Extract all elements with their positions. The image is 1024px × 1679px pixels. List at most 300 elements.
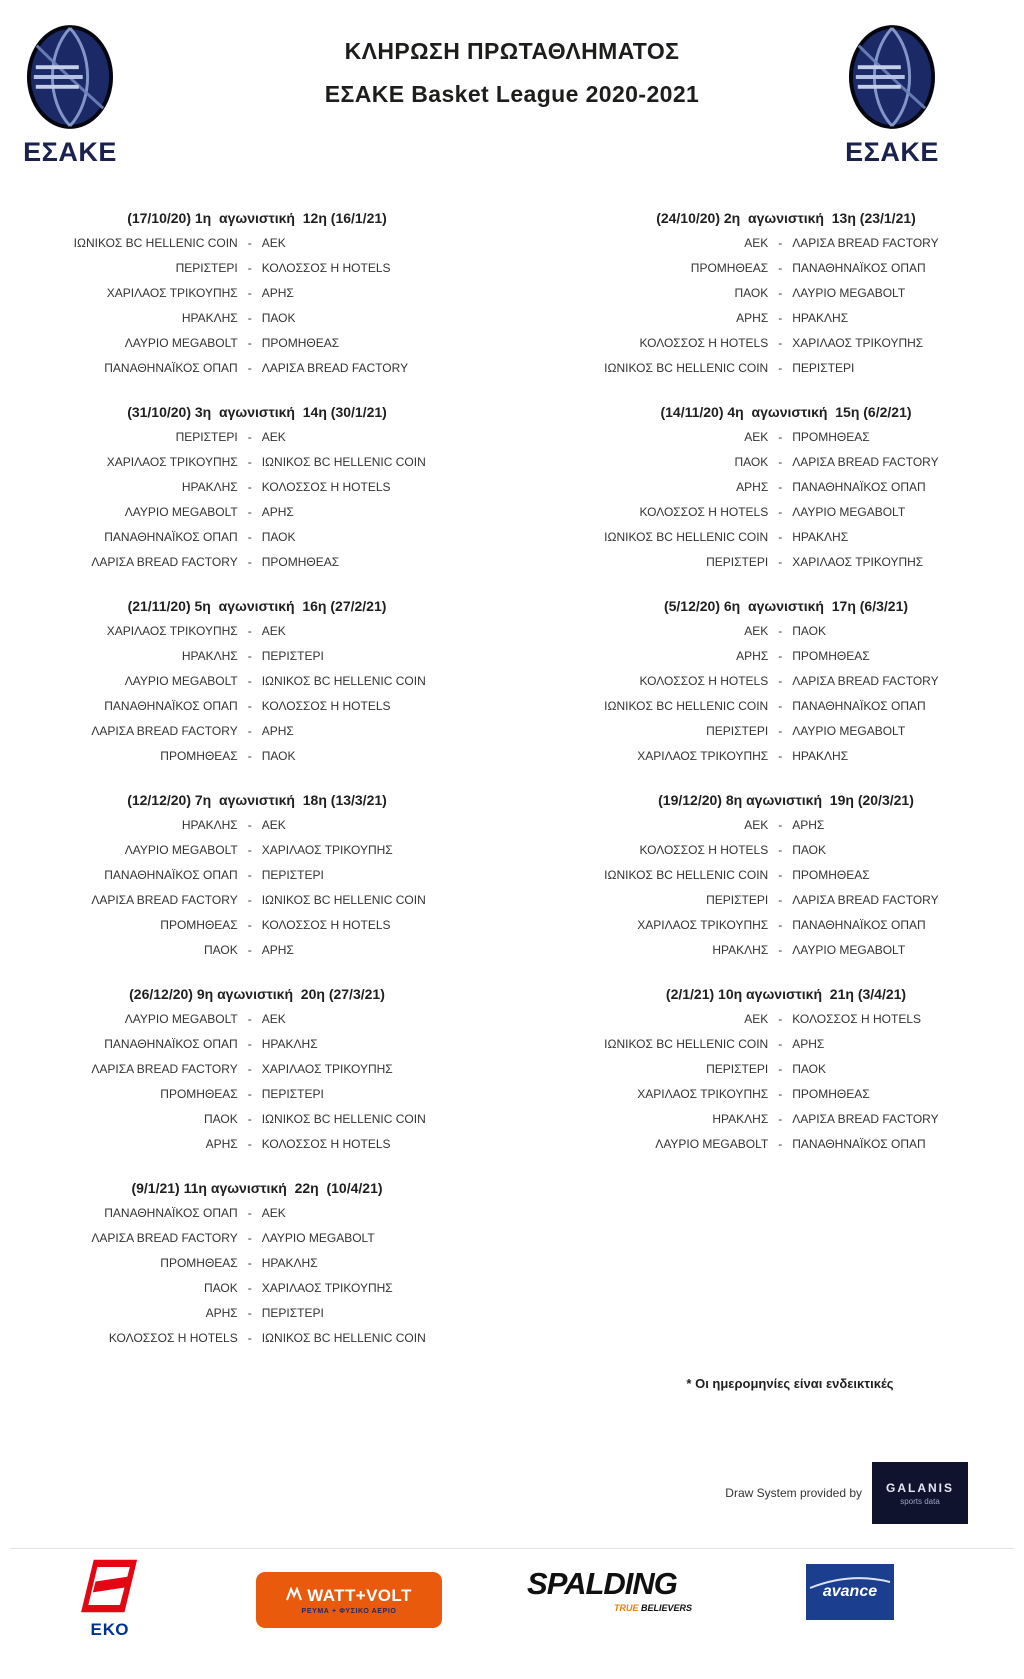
match-separator: - — [778, 336, 783, 350]
away-team: ΠΡΟΜΗΘΕΑΣ — [792, 1087, 870, 1101]
away-team: ΛΑΡΙΣΑ BREAD FACTORY — [792, 455, 939, 469]
home-team: ΑΕΚ — [744, 1012, 769, 1026]
home-team: ΑΕΚ — [744, 818, 769, 832]
match-list — [564, 1007, 1008, 1157]
home-team: ΛΑΡΙΣΑ BREAD FACTORY — [91, 724, 238, 738]
home-team: ΚΟΛΟΣΣΟΣ H HOTELS — [108, 1331, 238, 1345]
away-team: ΑΡΗΣ — [261, 943, 294, 957]
home-team: ΛΑΥΡΙΟ MEGABOLT — [124, 674, 238, 688]
away-team: ΚΟΛΟΣΣΟΣ H HOTELS — [261, 480, 391, 494]
fixtures-column-left — [16, 206, 498, 1370]
home-team: ΠΕΡΙΣΤΕΡΙ — [175, 430, 238, 444]
match-row — [564, 1082, 1008, 1107]
away-team: ΠΡΟΜΗΘΕΑΣ — [792, 868, 870, 882]
away-team: ΑΡΗΣ — [261, 505, 294, 519]
away-team: ΛΑΥΡΙΟ MEGABOLT — [261, 1231, 375, 1245]
match-separator: - — [778, 674, 783, 688]
match-row — [564, 694, 1008, 719]
match-row — [564, 281, 1008, 306]
round-block — [16, 982, 498, 1157]
page-title — [150, 36, 874, 109]
away-team: ΚΟΛΟΣΣΟΣ H HOTELS — [792, 1012, 922, 1026]
match-separator: - — [247, 555, 252, 569]
round-header: (9/1/21) 11η αγωνιστική 22η (10/4/21) — [131, 1180, 383, 1196]
wattvolt-logo — [256, 1572, 442, 1628]
home-team: ΚΟΛΟΣΣΟΣ H HOTELS — [639, 505, 769, 519]
avance-logo-text: avance — [822, 1583, 878, 1600]
home-team: ΙΩΝΙΚΟΣ BC HELLENIC COIN — [604, 1037, 769, 1051]
away-team: ΠΑΟΚ — [261, 530, 296, 544]
home-team: ΛΑΥΡΙΟ MEGABOLT — [124, 505, 238, 519]
match-separator: - — [778, 530, 783, 544]
match-row — [16, 863, 498, 888]
home-team: ΗΡΑΚΛΗΣ — [181, 649, 238, 663]
match-row — [16, 1107, 498, 1132]
home-team: ΠΑΟΚ — [203, 943, 238, 957]
match-separator: - — [778, 699, 783, 713]
away-team: ΑΕΚ — [261, 236, 286, 250]
fixtures-grid — [16, 206, 1008, 1370]
away-team: ΠΑΝΑΘΗΝΑΪΚΟΣ ΟΠΑΠ — [792, 1137, 926, 1151]
round-header: (17/10/20) 1η αγωνιστική 12η (16/1/21) — [127, 210, 387, 226]
away-team: ΧΑΡΙΛΑΟΣ ΤΡΙΚΟΥΠΗΣ — [261, 1281, 393, 1295]
away-team: ΚΟΛΟΣΣΟΣ H HOTELS — [261, 1137, 391, 1151]
away-team: ΑΡΗΣ — [261, 286, 294, 300]
home-team: ΠΑΝΑΘΗΝΑΪΚΟΣ ΟΠΑΠ — [104, 868, 238, 882]
match-separator: - — [247, 649, 252, 663]
match-row — [564, 306, 1008, 331]
match-separator: - — [247, 286, 252, 300]
match-row — [564, 938, 1008, 963]
away-team: ΑΡΗΣ — [261, 724, 294, 738]
away-team: ΛΑΡΙΣΑ BREAD FACTORY — [792, 1112, 939, 1126]
match-separator: - — [247, 893, 252, 907]
match-row — [564, 744, 1008, 769]
away-team: ΙΩΝΙΚΟΣ BC HELLENIC COIN — [261, 674, 426, 688]
away-team: ΑΕΚ — [261, 1012, 286, 1026]
match-separator: - — [247, 1231, 252, 1245]
match-row — [16, 744, 498, 769]
round-block — [16, 594, 498, 769]
away-team: ΠΕΡΙΣΤΕΡΙ — [261, 868, 324, 882]
match-row — [564, 1132, 1008, 1157]
home-team: ΧΑΡΙΛΑΟΣ ΤΡΙΚΟΥΠΗΣ — [637, 749, 769, 763]
home-team: ΧΑΡΙΛΑΟΣ ΤΡΙΚΟΥΠΗΣ — [106, 286, 238, 300]
away-team: ΙΩΝΙΚΟΣ BC HELLENIC COIN — [261, 893, 426, 907]
home-team: ΗΡΑΚΛΗΣ — [181, 480, 238, 494]
match-separator: - — [247, 624, 252, 638]
match-list — [16, 1007, 498, 1157]
match-row — [564, 331, 1008, 356]
match-separator: - — [247, 1331, 252, 1345]
home-team: ΠΑΟΚ — [734, 455, 769, 469]
match-row — [564, 619, 1008, 644]
match-row — [564, 475, 1008, 500]
away-team: ΗΡΑΚΛΗΣ — [261, 1037, 318, 1051]
galanis-logo-name: GALANIS — [886, 1480, 954, 1495]
home-team: ΠΕΡΙΣΤΕΡΙ — [706, 1062, 769, 1076]
match-separator: - — [778, 430, 783, 444]
match-row — [564, 863, 1008, 888]
match-list — [16, 813, 498, 963]
match-row — [16, 356, 498, 381]
match-row — [16, 888, 498, 913]
match-row — [564, 669, 1008, 694]
match-separator: - — [247, 724, 252, 738]
match-separator: - — [778, 818, 783, 832]
away-team: ΛΑΥΡΙΟ MEGABOLT — [792, 943, 906, 957]
match-list — [16, 425, 498, 575]
home-team: ΗΡΑΚΛΗΣ — [181, 311, 238, 325]
match-separator: - — [778, 1112, 783, 1126]
home-team: ΧΑΡΙΛΑΟΣ ΤΡΙΚΟΥΠΗΣ — [106, 624, 238, 638]
match-list — [16, 619, 498, 769]
match-separator: - — [778, 1062, 783, 1076]
match-separator: - — [778, 649, 783, 663]
match-separator: - — [247, 1206, 252, 1220]
match-separator: - — [247, 1137, 252, 1151]
match-row — [16, 1276, 498, 1301]
match-row — [16, 450, 498, 475]
home-team: ΧΑΡΙΛΑΟΣ ΤΡΙΚΟΥΠΗΣ — [106, 455, 238, 469]
match-separator: - — [778, 555, 783, 569]
match-list — [564, 231, 1008, 381]
away-team: ΠΑΟΚ — [261, 749, 296, 763]
basketball-icon — [26, 117, 114, 134]
round-header: (5/12/20) 6η αγωνιστική 17η (6/3/21) — [663, 598, 909, 614]
match-row — [16, 669, 498, 694]
match-row — [564, 888, 1008, 913]
away-team: ΧΑΡΙΛΑΟΣ ΤΡΙΚΟΥΠΗΣ — [261, 843, 393, 857]
match-separator: - — [778, 236, 783, 250]
match-list — [564, 813, 1008, 963]
match-separator: - — [778, 361, 783, 375]
home-team: ΠΑΝΑΘΗΝΑΪΚΟΣ ΟΠΑΠ — [104, 361, 238, 375]
away-team: ΗΡΑΚΛΗΣ — [261, 1256, 318, 1270]
match-row — [564, 1057, 1008, 1082]
round-block — [16, 1176, 498, 1351]
home-team: ΧΑΡΙΛΑΟΣ ΤΡΙΚΟΥΠΗΣ — [637, 1087, 769, 1101]
eko-logo — [74, 1558, 146, 1640]
match-separator: - — [247, 530, 252, 544]
away-team: ΚΟΛΟΣΣΟΣ H HOTELS — [261, 918, 391, 932]
match-row — [16, 1032, 498, 1057]
home-team: ΠΕΡΙΣΤΕΡΙ — [706, 555, 769, 569]
match-row — [16, 475, 498, 500]
match-separator: - — [247, 1112, 252, 1126]
match-separator: - — [778, 868, 783, 882]
home-team: ΛΑΡΙΣΑ BREAD FACTORY — [91, 1062, 238, 1076]
away-team: ΙΩΝΙΚΟΣ BC HELLENIC COIN — [261, 1112, 426, 1126]
round-block — [564, 594, 1008, 769]
match-row — [564, 1032, 1008, 1057]
match-separator: - — [247, 430, 252, 444]
home-team: ΑΡΗΣ — [736, 649, 769, 663]
match-separator: - — [778, 893, 783, 907]
match-row — [564, 425, 1008, 450]
round-block — [16, 400, 498, 575]
match-separator: - — [247, 699, 252, 713]
match-separator: - — [247, 1256, 252, 1270]
home-team: ΛΑΥΡΙΟ MEGABOLT — [124, 843, 238, 857]
eko-logo-text: ΕΚΟ — [90, 1620, 130, 1639]
title-line-1: ΚΛΗΡΩΣΗ ΠΡΩΤΑΘΛΗΜΑΤΟΣ — [344, 38, 680, 64]
away-team: ΠΡΟΜΗΘΕΑΣ — [261, 336, 340, 350]
match-separator: - — [778, 286, 783, 300]
away-team: ΗΡΑΚΛΗΣ — [792, 530, 849, 544]
away-team: ΛΑΡΙΣΑ BREAD FACTORY — [792, 236, 939, 250]
home-team: ΛΑΡΙΣΑ BREAD FACTORY — [91, 1231, 238, 1245]
away-team: ΑΕΚ — [261, 624, 286, 638]
match-row — [16, 1057, 498, 1082]
home-team: ΠΑΟΚ — [734, 286, 769, 300]
match-row — [16, 1251, 498, 1276]
match-row — [16, 256, 498, 281]
match-separator: - — [247, 943, 252, 957]
round-header: (31/10/20) 3η αγωνιστική 14η (30/1/21) — [127, 404, 387, 420]
wattvolt-wordmark — [286, 1586, 412, 1606]
match-row — [564, 550, 1008, 575]
away-team: ΠΑΟΚ — [792, 843, 826, 857]
match-separator: - — [247, 1062, 252, 1076]
away-team: ΑΕΚ — [261, 1206, 286, 1220]
home-team: ΚΟΛΟΣΣΟΣ H HOTELS — [639, 674, 769, 688]
home-team: ΙΩΝΙΚΟΣ BC HELLENIC COIN — [73, 236, 238, 250]
spalding-logo-text: SPALDING — [527, 1566, 677, 1601]
fixtures-column-right — [526, 206, 1008, 1370]
away-team: ΛΑΥΡΙΟ MEGABOLT — [792, 724, 906, 738]
home-team: ΠΡΟΜΗΘΕΑΣ — [160, 918, 238, 932]
away-team: ΧΑΡΙΛΑΟΣ ΤΡΙΚΟΥΠΗΣ — [792, 336, 924, 350]
home-team: ΠΑΝΑΘΗΝΑΪΚΟΣ ΟΠΑΠ — [104, 699, 238, 713]
away-team: ΠΡΟΜΗΘΕΑΣ — [792, 649, 870, 663]
match-separator: - — [778, 1012, 783, 1026]
match-separator: - — [247, 674, 252, 688]
footer-divider — [10, 1548, 1014, 1549]
match-separator: - — [247, 843, 252, 857]
match-row — [16, 331, 498, 356]
wattvolt-logo-text: WATT+VOLT — [307, 1585, 412, 1605]
home-team: ΑΕΚ — [744, 430, 769, 444]
home-team: ΑΡΗΣ — [736, 311, 769, 325]
round-header: (24/10/20) 2η αγωνιστική 13η (23/1/21) — [656, 210, 916, 226]
spalding-tagline-true: TRUE — [613, 1603, 639, 1613]
wattvolt-bolt-icon — [286, 1586, 302, 1606]
avance-logo — [806, 1564, 894, 1620]
match-separator: - — [247, 918, 252, 932]
match-row — [16, 719, 498, 744]
match-list — [16, 1201, 498, 1351]
away-team: ΧΑΡΙΛΑΟΣ ΤΡΙΚΟΥΠΗΣ — [792, 555, 924, 569]
match-separator: - — [778, 1137, 783, 1151]
match-separator: - — [247, 505, 252, 519]
home-team: ΠΡΟΜΗΘΕΑΣ — [160, 1087, 238, 1101]
match-row — [16, 281, 498, 306]
away-team: ΚΟΛΟΣΣΟΣ H HOTELS — [261, 699, 391, 713]
match-row — [16, 813, 498, 838]
round-header: (21/11/20) 5η αγωνιστική 16η (27/2/21) — [127, 598, 387, 614]
match-row — [564, 719, 1008, 744]
esake-logo-text: ΕΣΑΚΕ — [845, 137, 939, 167]
spalding-logo — [512, 1566, 692, 1613]
match-separator: - — [778, 1037, 783, 1051]
match-separator: - — [778, 480, 783, 494]
round-header: (26/12/20) 9η αγωνιστική 20η (27/3/21) — [129, 986, 385, 1002]
match-row — [564, 1107, 1008, 1132]
away-team: ΗΡΑΚΛΗΣ — [792, 311, 849, 325]
home-team: ΛΑΥΡΙΟ MEGABOLT — [124, 1012, 238, 1026]
home-team: ΗΡΑΚΛΗΣ — [712, 943, 769, 957]
match-row — [16, 838, 498, 863]
home-team: ΗΡΑΚΛΗΣ — [181, 818, 238, 832]
home-team: ΠΑΟΚ — [203, 1281, 238, 1295]
away-team: ΛΑΡΙΣΑ BREAD FACTORY — [792, 674, 939, 688]
eko-emblem-icon — [81, 1601, 139, 1618]
match-row — [16, 425, 498, 450]
match-separator: - — [247, 236, 252, 250]
match-row — [16, 1082, 498, 1107]
match-separator: - — [247, 1012, 252, 1026]
match-separator: - — [778, 1087, 783, 1101]
match-separator: - — [247, 749, 252, 763]
match-row — [16, 694, 498, 719]
basketball-icon — [848, 117, 936, 134]
match-row — [564, 256, 1008, 281]
round-header: (12/12/20) 7η αγωνιστική 18η (13/3/21) — [127, 792, 387, 808]
match-row — [16, 913, 498, 938]
home-team: ΛΑΡΙΣΑ BREAD FACTORY — [91, 893, 238, 907]
round-block — [16, 788, 498, 963]
spalding-tagline-believers: BELIEVERS — [640, 1603, 692, 1613]
away-team: ΠΑΝΑΘΗΝΑΪΚΟΣ ΟΠΑΠ — [792, 480, 926, 494]
home-team: ΠΕΡΙΣΤΕΡΙ — [175, 261, 238, 275]
match-separator: - — [778, 624, 783, 638]
home-team: ΛΑΡΙΣΑ BREAD FACTORY — [91, 555, 238, 569]
away-team: ΠΑΟΚ — [261, 311, 296, 325]
home-team: ΠΑΝΑΘΗΝΑΪΚΟΣ ΟΠΑΠ — [104, 1037, 238, 1051]
home-team: ΑΕΚ — [744, 236, 769, 250]
match-row — [16, 1301, 498, 1326]
home-team: ΚΟΛΟΣΣΟΣ H HOTELS — [639, 336, 769, 350]
round-block — [564, 400, 1008, 575]
match-row — [16, 550, 498, 575]
home-team: ΛΑΥΡΙΟ MEGABOLT — [655, 1137, 769, 1151]
home-team: ΠΕΡΙΣΤΕΡΙ — [706, 724, 769, 738]
round-block — [564, 206, 1008, 381]
home-team: ΙΩΝΙΚΟΣ BC HELLENIC COIN — [604, 361, 769, 375]
round-block — [564, 982, 1008, 1157]
away-team: ΑΕΚ — [261, 818, 286, 832]
match-row — [16, 1132, 498, 1157]
round-header: (19/12/20) 8η αγωνιστική 19η (20/3/21) — [658, 792, 914, 808]
match-row — [16, 231, 498, 256]
match-row — [16, 1007, 498, 1032]
away-team: ΠΑΝΑΘΗΝΑΪΚΟΣ ΟΠΑΠ — [792, 699, 926, 713]
round-header: (14/11/20) 4η αγωνιστική 15η (6/2/21) — [660, 404, 912, 420]
home-team: ΑΡΗΣ — [205, 1306, 238, 1320]
home-team: ΠΑΝΑΘΗΝΑΪΚΟΣ ΟΠΑΠ — [104, 530, 238, 544]
home-team: ΙΩΝΙΚΟΣ BC HELLENIC COIN — [604, 868, 769, 882]
round-block — [16, 206, 498, 381]
away-team: ΛΑΡΙΣΑ BREAD FACTORY — [261, 361, 409, 375]
match-list — [16, 231, 498, 381]
away-team: ΑΡΗΣ — [792, 1037, 825, 1051]
match-row — [16, 619, 498, 644]
match-separator: - — [247, 1306, 252, 1320]
match-separator: - — [247, 455, 252, 469]
match-row — [564, 500, 1008, 525]
match-row — [564, 1007, 1008, 1032]
match-separator: - — [247, 480, 252, 494]
away-team: ΗΡΑΚΛΗΣ — [792, 749, 849, 763]
away-team: ΠΕΡΙΣΤΕΡΙ — [792, 361, 855, 375]
home-team: ΠΑΟΚ — [203, 1112, 238, 1126]
match-row — [564, 356, 1008, 381]
away-team: ΠΡΟΜΗΘΕΑΣ — [261, 555, 340, 569]
home-team: ΠΕΡΙΣΤΕΡΙ — [706, 893, 769, 907]
galanis-sports-data-logo — [872, 1462, 968, 1524]
round-header: (2/1/21) 10η αγωνιστική 21η (3/4/21) — [665, 986, 907, 1002]
match-separator: - — [247, 1087, 252, 1101]
match-row — [564, 525, 1008, 550]
away-team: ΛΑΡΙΣΑ BREAD FACTORY — [792, 893, 939, 907]
match-separator: - — [778, 843, 783, 857]
draw-system-credit — [725, 1462, 968, 1524]
wattvolt-tagline: ΡΕΥΜΑ + ΦΥΣΙΚΟ ΑΕΡΙΟ — [301, 1607, 397, 1615]
match-separator: - — [247, 1281, 252, 1295]
draw-system-label: Draw System provided by — [725, 1486, 862, 1500]
home-team: ΑΕΚ — [744, 624, 769, 638]
home-team: ΚΟΛΟΣΣΟΣ H HOTELS — [639, 843, 769, 857]
away-team: ΠΑΟΚ — [792, 624, 826, 638]
dates-indicative-note: * Οι ημερομηνίες είναι ενδεικτικές — [686, 1376, 894, 1391]
away-team: ΑΕΚ — [261, 430, 286, 444]
match-row — [16, 1326, 498, 1351]
home-team: ΠΡΟΜΗΘΕΑΣ — [690, 261, 769, 275]
match-row — [564, 913, 1008, 938]
esake-logo-text: ΕΣΑΚΕ — [23, 137, 117, 167]
match-row — [16, 1226, 498, 1251]
away-team: ΧΑΡΙΛΑΟΣ ΤΡΙΚΟΥΠΗΣ — [261, 1062, 393, 1076]
match-list — [564, 425, 1008, 575]
match-row — [16, 644, 498, 669]
match-separator: - — [247, 818, 252, 832]
match-row — [564, 838, 1008, 863]
home-team: ΛΑΥΡΙΟ MEGABOLT — [124, 336, 238, 350]
home-team: ΑΡΗΣ — [205, 1137, 238, 1151]
away-team: ΠΑΟΚ — [792, 1062, 826, 1076]
away-team: ΠΕΡΙΣΤΕΡΙ — [261, 1087, 324, 1101]
round-block — [564, 788, 1008, 963]
match-separator: - — [247, 336, 252, 350]
match-row — [564, 450, 1008, 475]
home-team: ΠΡΟΜΗΘΕΑΣ — [160, 749, 238, 763]
home-team: ΠΡΟΜΗΘΕΑΣ — [160, 1256, 238, 1270]
esake-logo-right — [842, 24, 942, 168]
match-separator: - — [247, 361, 252, 375]
home-team: ΗΡΑΚΛΗΣ — [712, 1112, 769, 1126]
home-team: ΙΩΝΙΚΟΣ BC HELLENIC COIN — [604, 530, 769, 544]
home-team: ΙΩΝΙΚΟΣ BC HELLENIC COIN — [604, 699, 769, 713]
match-row — [564, 231, 1008, 256]
match-separator: - — [247, 1037, 252, 1051]
match-row — [16, 500, 498, 525]
match-row — [16, 306, 498, 331]
match-separator: - — [778, 311, 783, 325]
galanis-logo-subtitle: sports data — [900, 1496, 940, 1506]
away-team: ΑΡΗΣ — [792, 818, 825, 832]
away-team: ΠΕΡΙΣΤΕΡΙ — [261, 1306, 324, 1320]
